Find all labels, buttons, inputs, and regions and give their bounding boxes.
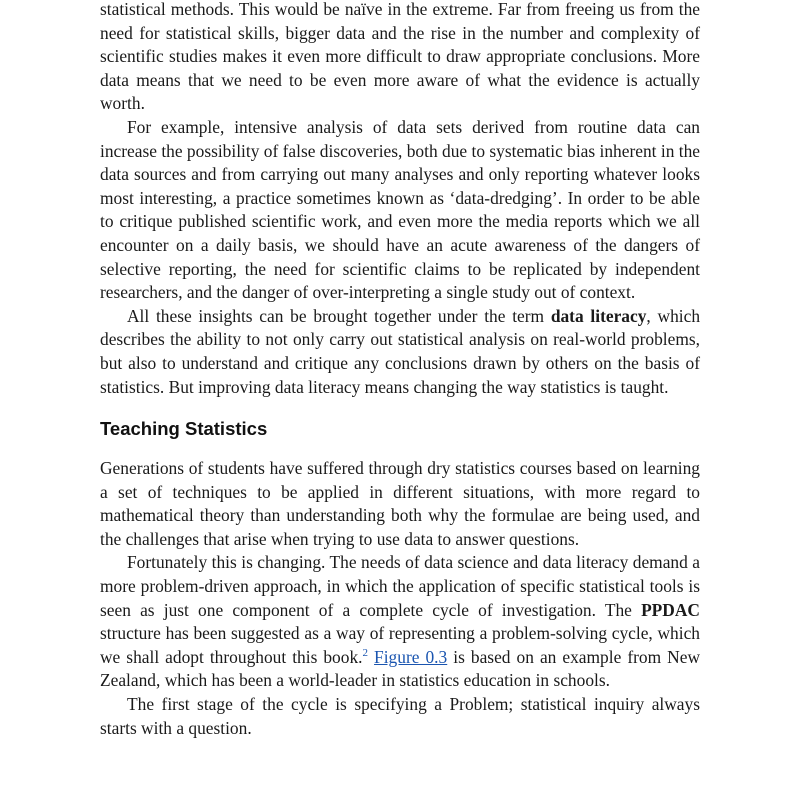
paragraph-problem-stage: The first stage of the cycle is specifying a Problem; statistical inquiry always starts with a question.	[100, 694, 700, 738]
section-heading: Teaching Statistics	[100, 418, 268, 440]
footnote-link[interactable]: 2	[362, 647, 368, 660]
data-literacy-term: data literacy	[550, 305, 647, 326]
data-literacy-text-after: , which describes the ability to not only carry out statistical analysis on real-world problems, but also to understand and critique any conclusions drawn by others on the basis of statistics. But improving data literacy means changing the way statistics is taught.	[100, 305, 701, 397]
ppdac-text-after: is based on an example from New Zealand, which has been a world-leader in statistics education in schools.	[100, 646, 701, 691]
paragraph-continuation: statistical methods. This would be naïve in the extreme. Far from freeing us from the need for statistical skills, bigger data and the rise in the number and complexity of scientific studies makes it even more difficult to draw appropriate conclusions. More data means that we need to be even more aware of what the evidence is actually worth.	[100, 0, 700, 114]
paragraph-ppdac	[100, 551, 700, 693]
paragraph-data-literacy	[100, 305, 700, 399]
ppdac-text-before: Fortunately this is changing. The needs of data science and data literacy demand a more problem-driven approach, in which the application of specific statistical tools is seen as just one component of a complete cycle of investigation. The	[100, 552, 700, 620]
data-literacy-text-before: All these insights can be brought together under the term	[127, 305, 551, 326]
paragraph-teaching-intro: Generations of students have suffered through dry statistics courses based on learning a set of techniques to be applied in different situations, with more regard to mathematical theory than understanding both why the formulae are being used, and the challenges that arise when trying to use data to answer questions.	[100, 458, 700, 549]
paragraph-data-dredging: For example, intensive analysis of data sets derived from routine data can increase the possibility of false discoveries, both due to systematic bias inherent in the data sources and from carrying out many analyses and only reporting whatever looks most interesting, a practice sometimes known as ‘data-dredging’. In order to be able to critique published scientific work, and even more the media reports which we all encounter on a daily basis, we should have an acute awareness of the dangers of selective reporting, the need for scientific claims to be replicated by independent researchers, and the danger of over-interpreting a single study out of context.	[100, 116, 700, 303]
ppdac-text-middle: structure has been suggested as a way of representing a problem-solving cycle, which we shall adopt throughout this book.	[100, 623, 700, 667]
figure-link[interactable]: Figure 0.3	[374, 646, 448, 667]
ppdac-term: PPDAC	[641, 599, 700, 620]
book-page	[100, 0, 700, 740]
